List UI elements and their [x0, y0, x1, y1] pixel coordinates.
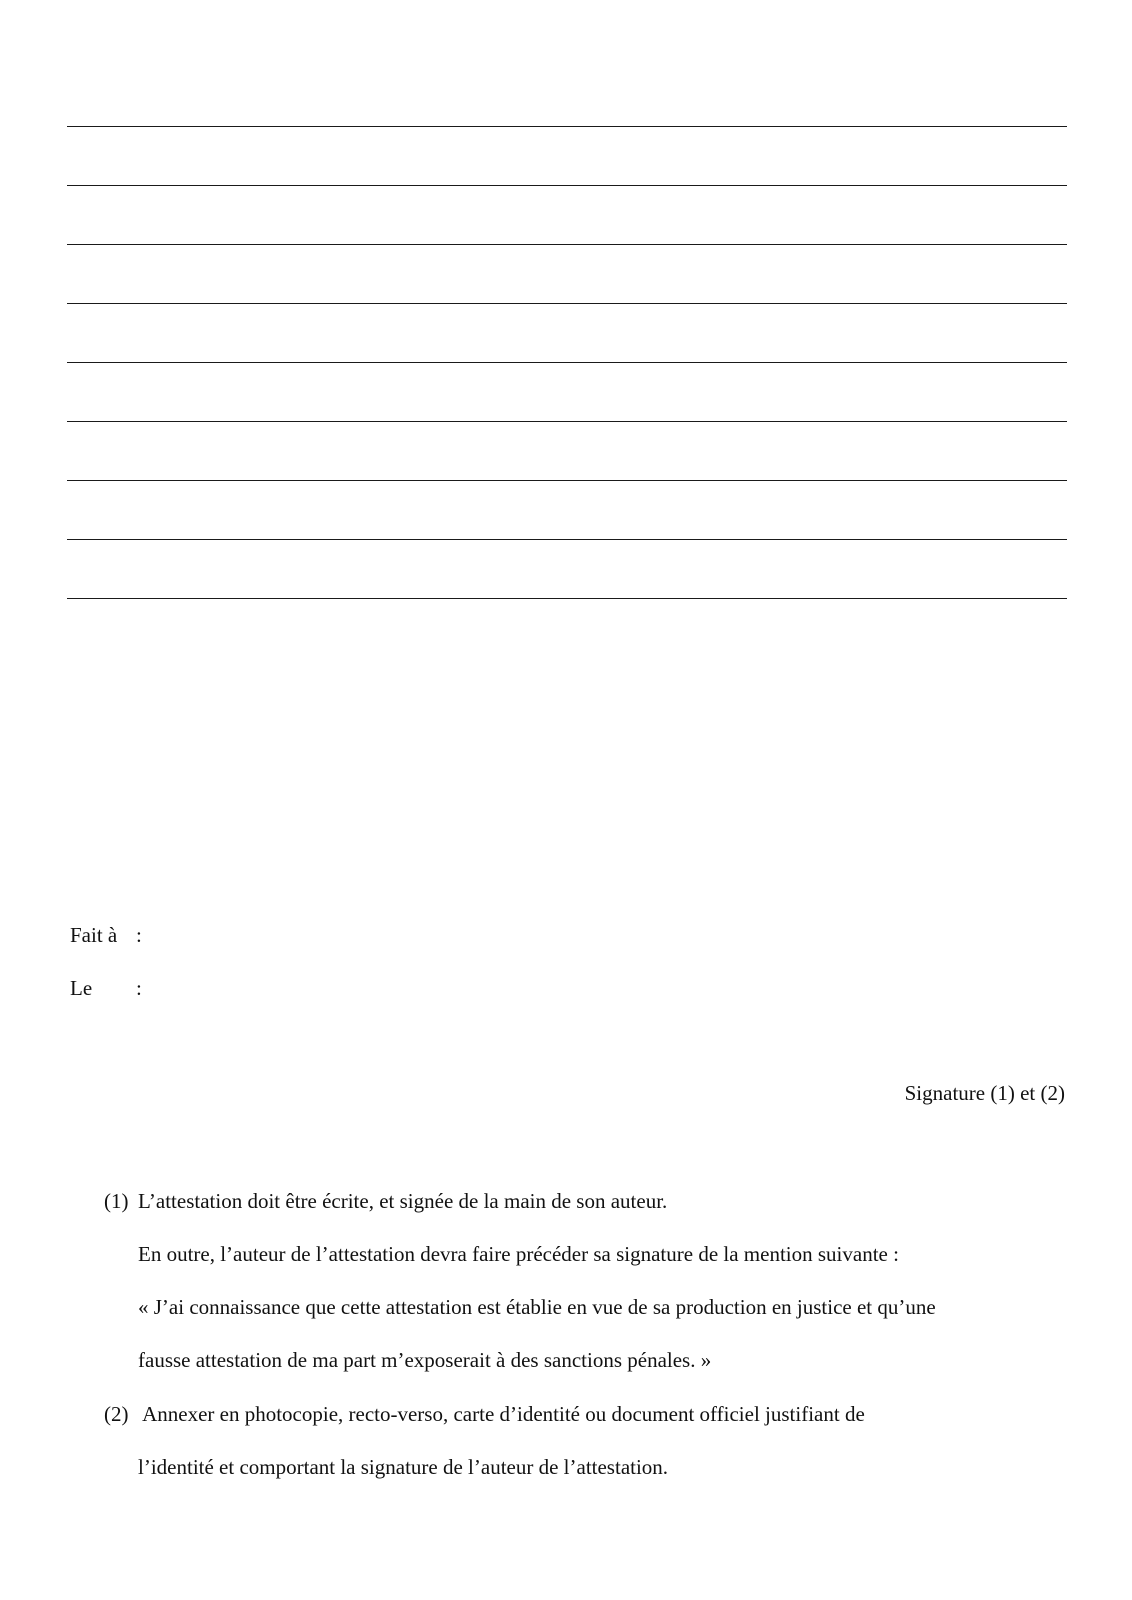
- note-2-text: Annexer en photocopie, recto-verso, carte d’identité ou document officiel justifiant de: [138, 1402, 865, 1426]
- fait-a-field: [70, 922, 142, 948]
- writing-line: [67, 421, 1067, 422]
- note-1-line-1: [104, 1188, 667, 1214]
- note-2-line-2: l’identité et comportant la signature de l’auteur de l’attestation.: [138, 1455, 669, 1479]
- fait-a-colon: :: [136, 923, 142, 947]
- writing-line: [67, 126, 1067, 127]
- writing-line: [67, 539, 1067, 540]
- writing-line: [67, 598, 1067, 599]
- note-2-line-1: [104, 1401, 865, 1427]
- note-1-text: L’attestation doit être écrite, et signée de la main de son auteur.: [138, 1189, 668, 1213]
- fait-a-label: Fait à: [70, 923, 118, 947]
- writing-line: [67, 480, 1067, 481]
- signature-label: Signature (1) et (2): [904, 1081, 1065, 1105]
- le-label: Le: [70, 976, 93, 1000]
- writing-line: [67, 185, 1067, 186]
- le-colon: :: [136, 976, 142, 1000]
- writing-line: [67, 303, 1067, 304]
- note-1-line-2: En outre, l’auteur de l’attestation devra faire précéder sa signature de la mention suivante :: [138, 1242, 899, 1266]
- writing-line: [67, 244, 1067, 245]
- note-1-line-4: fausse attestation de ma part m’exposerait à des sanctions pénales. »: [138, 1348, 712, 1372]
- le-field: [70, 975, 142, 1001]
- writing-lines-area: [67, 0, 1067, 600]
- writing-line: [67, 362, 1067, 363]
- note-1-marker: (1): [104, 1189, 129, 1213]
- note-2-marker: (2): [104, 1402, 129, 1426]
- note-1-line-3: « J’ai connaissance que cette attestation est établie en vue de sa production en justice et qu’une: [138, 1295, 936, 1319]
